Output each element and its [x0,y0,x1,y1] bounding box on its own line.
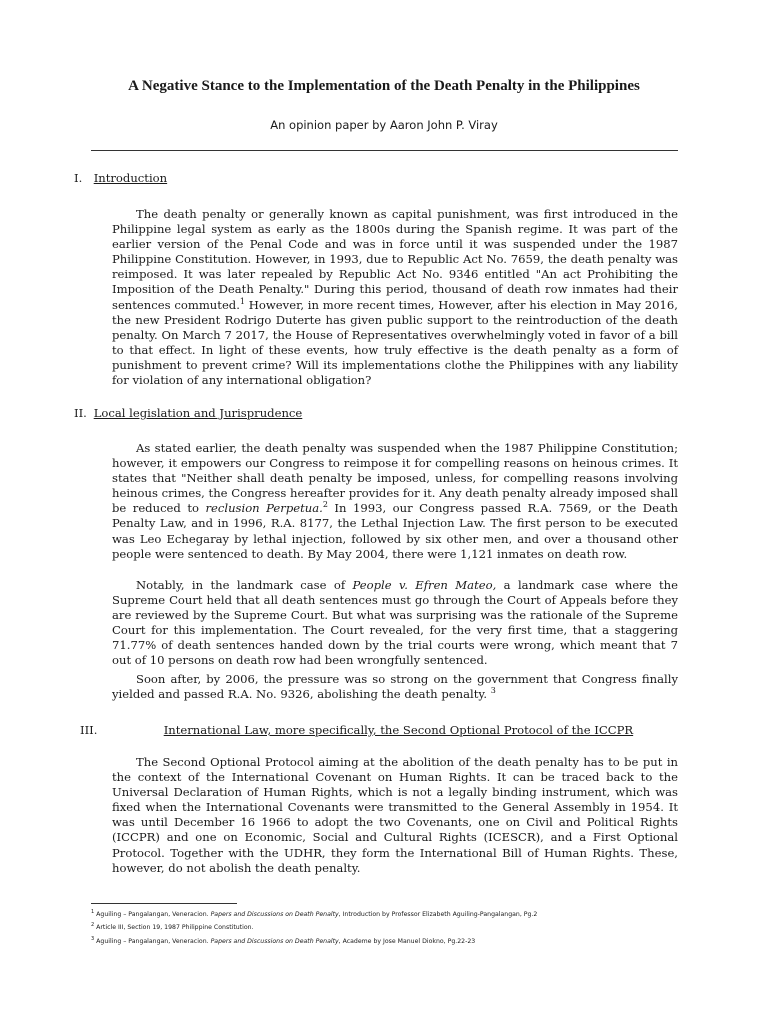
section-title: International Law, more specifically, the Second Optional Protocol of the ICCPR [163,723,634,737]
section-title: Local legislation and Jurisprudence [93,406,303,420]
footnote-ref: 3 [490,686,496,696]
paragraph-international-law: The Second Optional Protocol aiming at the abolition of the death penalty has to be put in the context of the International Covenant on Human Rights. It can be traced back to the Universal Declaration of Human Rights, which is not a legally binding instrument, which was fixed when the International Covenants were transmitted to the General Assembly in 1954. It was until December 16 1966 to adopt the two Covenants, one on Civil and Political Rights (ICCPR) and one on Economic, Social and Cultural Rights (ICESCR), and a First Optional Protocol. Together with the UDHR, they form the International Bill of Human Rights. These, however, do not abolish the death penalty. [112,755,678,875]
footnote-2: $^2$ Article III, Section 19, 1987 Philippine Constitution. [91,922,254,932]
section-heading-local-legislation [74,406,302,421]
title-divider [91,150,678,151]
paragraph-local-legislation-2: Notably, in the landmark case of People v. Efren Mateo, a landmark case where the Supreme Court held that all death sentences must go through the Court of Appeals before they are reviewed by the Supreme Court. But what was surprising was the rationale of the Supreme Court for this implementation. The Court revealed, for the very first time, that a staggering 71.77% of death sentences handed down by the trial courts were wrong, which meant that 7 out of 10 persons on death row had been wrongfully sentenced. [112,578,678,668]
section-heading-international-law [80,723,633,738]
paragraph-local-legislation-1: As stated earlier, the death penalty was suspended when the 1987 Philippine Constitution; however, it empowers our Congress to reimpose it for compelling reasons on heinous crimes. It states that "Neither shall death penalty be imposed, unless, for compelling reasons involving heinous crimes, the Congress hereafter provides for it. Any death penalty already imposed shall be reduced to reclusion Perpetua.$^2$ In 1993, our Congress passed R.A. 7569, or the Death Penalty Law, and in 1996, R.A. 8177, the Lethal Injection Law. The first person to be executed was Leo Echegaray by lethal injection, followed by six other men, and over a thousand other people were sentenced to death. By May 2004, there were 1,121 inmates on death row. [112,441,678,561]
footnote-ref: 2 [322,500,328,510]
paragraph-local-legislation-3: Soon after, by 2006, the pressure was so strong on the government that Congress finally yielded and passed R.A. No. 9326, abolishing the death penalty. $^3$ [112,672,678,702]
section-number: I. [74,171,83,185]
section-heading-introduction [74,171,167,186]
footnote-divider [91,903,237,904]
document-title: A Negative Stance to the Implementation of the Death Penalty in the Philippines [128,78,640,94]
footnote-ref: 1 [239,296,245,306]
section-number: II. [74,406,87,420]
document-subtitle: An opinion paper by Aaron John P. Viray [270,118,498,132]
section-number: III. [80,723,98,737]
section-title: Introduction [93,171,168,185]
footnote-3: $^3$ Aguiling – Pangalangan, Veneracion. Papers and Discussions on Death Penalty, Academe by Jose Manuel Diokno, Pg.22-23 [91,936,476,946]
paragraph-introduction: The death penalty or generally known as capital punishment, was first introduced in the Philippine legal system as early as the 1800s during the Spanish regime. It was part of the earlier version of the Penal Code and was in force until it was suspended under the 1987 Philippine Constitution. However, in 1993, due to Republic Act No. 7659, the death penalty was reimposed. It was later repealed by Republic Act No. 9346 entitled "An act Prohibiting the Imposition of the Death Penalty." During this period, thousand of death row inmates had their sentences commuted.$^1$ However, in more recent times, However, after his election in May 2016, the new President Rodrigo Duterte has given public support to the reintroduction of the death penalty. On March 7 2017, the House of Representatives overwhelmingly voted in favor of a bill to that effect. In light of these events, how truly effective is the death penalty as a form of punishment to prevent crime? Will its implementations clothe the Philippines with any liability for violation of any international obligation? [112,207,678,388]
footnote-1: $^1$ Aguiling – Pangalangan, Veneracion. Papers and Discussions on Death Penalty, Introduction by Professor Elizabeth Aguiling-Pangalangan, Pg.2 [91,909,538,919]
